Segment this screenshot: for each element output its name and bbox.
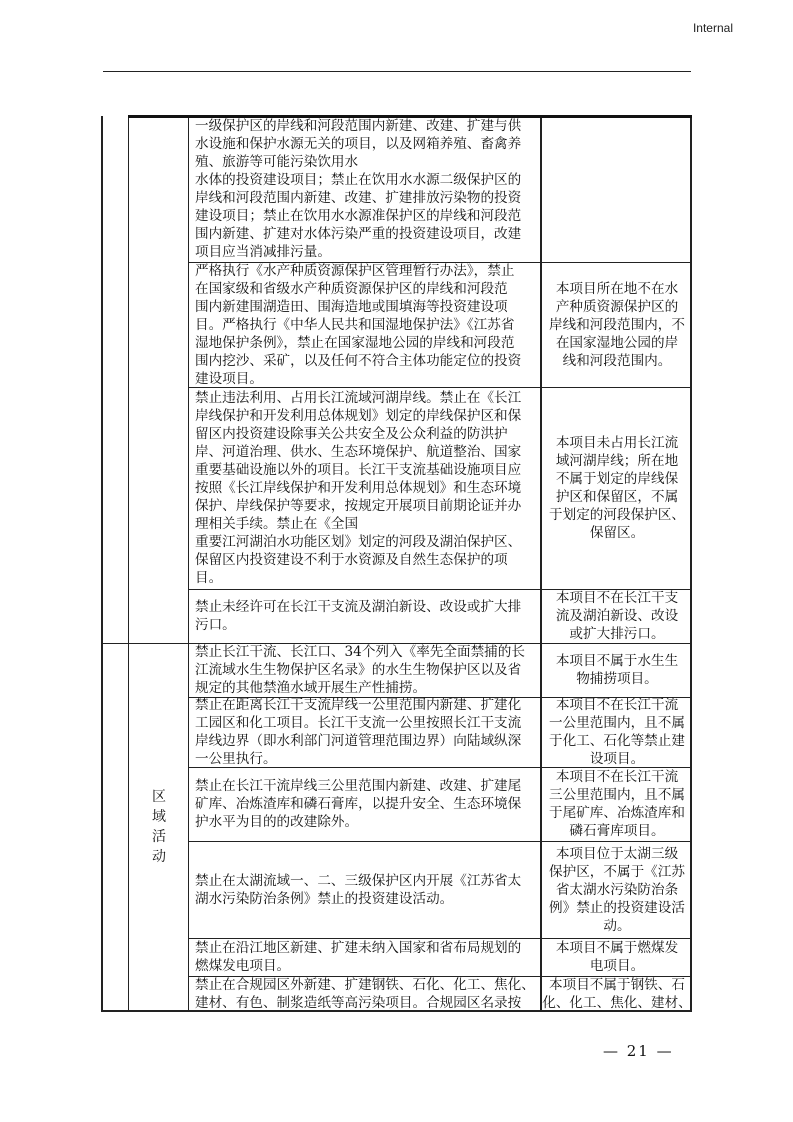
analysis-cell (542, 262, 692, 387)
requirement-text: 禁止未经许可在长江干支流及湖泊新设、改设或扩大排 污口。 (195, 599, 522, 633)
analysis-cell (542, 767, 692, 841)
requirement-cell (190, 643, 540, 697)
compliance-table (101, 116, 692, 1012)
table-top-border (128, 115, 692, 118)
requirement-text: 禁止在长江干流岸线三公里范围内新建、改建、扩建尾 矿库、冶炼渣库和磷石膏库，以提升安全、生态环境保 护水平为目的的改建除外。 (195, 778, 522, 830)
requirement-text: 禁止在距离长江干支流岸线一公里范围内新建、扩建化 工园区和化工项目。长江干支流一公里按照长江干支流 岸线边界（即水利部门河道管理范围边界）向陆域纵深 一公里执行。 (195, 697, 522, 767)
analysis-cell (542, 116, 692, 262)
analysis-text: 本项目不属于燃煤发 电项目。 (555, 940, 679, 974)
requirement-text: 禁止违法利用、占用长江流域河湖岸线。禁止在《长江 岸线保护和开发利用总体规划》划定的岸线保护区和保 留区内投资建设除事关公共安全及公众利益的防洪护 岸、河道治理、供水、生态环境保护、航道整治、国家 重要基础设施以外的项目。长江干支流基础设施项目应 按照《长江岸线保护和开发利用总体规划》和生态环境 保护、岸线保护等要求，按规定开展项目前期论证并办 理相关手续。禁止在《全国 重要江河湖泊水功能区划》划定的河段及湖泊保护区、 保留区内投资建设不利于水资源及自然生态保护的项 目。 (195, 390, 522, 586)
requirement-text: 禁止在沿江地区新建、扩建未纳入国家和省布局规划的 燃煤发电项目。 (195, 940, 522, 974)
page-number: — 21 — (603, 1042, 674, 1060)
requirement-text: 严格执行《水产种质资源保护区管理暂行办法》，禁止 在国家级和省级水产种质资源保护区的岸线和河段范 围内新建围湖造田、围海造地或围填海等投资建设项 目。严格执行《中华人民共和国湿地保护法》《江苏省 湿地保护条例》，禁止在国家湿地公园的岸线和河段范 围内挖沙、采矿，以及任何不符合主体功能定位的投资 建设项目。 (195, 262, 522, 387)
analysis-text: 本项目位于太湖三级 保护区，不属于《江苏 省太湖水污染防治条 例》禁止的投资建设活 动。 (549, 845, 685, 934)
column-divider (188, 116, 189, 1010)
analysis-text: 本项目不在长江干支 流及湖泊新设、改设 或扩大排污口。 (555, 590, 679, 642)
analysis-cell (542, 697, 692, 767)
requirement-text: 一级保护区的岸线和河段范围内新建、改建、扩建与供 水设施和保护水源无关的项目，以及网箱养殖、畜禽养 殖、旅游等可能污染饮用水 水体的投资建设项目；禁止在饮用水水源二级保护区的 岸线和河段范围内新建、改建、扩建排放污染物的投资 建设项目；禁止在饮用水水源准保护区的岸线和河段范 围内新建、扩建对水体污染严重的投资建设项目，改建 项目应当消减排污量。 (195, 118, 522, 260)
analysis-cell (542, 938, 692, 976)
analysis-text: 本项目不属于钢铁、石 化、化工、焦化、建材、 (542, 977, 692, 1011)
requirement-cell (190, 841, 540, 938)
column-divider (128, 116, 129, 1010)
analysis-text: 本项目所在地不在水 产种质资源保护区的 岸线和河段范围内，不 在国家湿地公园的岸 线和河段范围内。 (549, 280, 685, 369)
requirement-cell (190, 938, 540, 976)
requirement-text: 禁止在太湖流域一、二、三级保护区内开展《江苏省太 湖水污染防治条例》禁止的投资建设活动。 (195, 872, 522, 907)
requirement-cell (190, 262, 540, 387)
requirement-text: 禁止在合规园区外新建、扩建钢铁、石化、化工、焦化、 建材、有色、制浆造纸等高污染项目。合规园区名录按 (195, 977, 535, 1011)
requirement-cell (190, 589, 540, 643)
analysis-text: 本项目不在长江干流 一公里范围内，且不属 于化工、石化等禁止建 设项目。 (549, 697, 685, 767)
requirement-cell (190, 387, 540, 589)
analysis-text: 本项目未占用长江流 域河湖岸线；所在地 不属于划定的岸线保 护区和保留区，不属 于划定的河段保护区、 保留区。 (549, 435, 685, 541)
header-divider (103, 71, 691, 72)
requirement-cell (190, 116, 540, 262)
analysis-cell (542, 643, 692, 697)
analysis-text: 本项目不在长江干流 三公里范围内，且不属 于尾矿库、冶炼渣库和 磷石膏库项目。 (549, 769, 685, 839)
analysis-cell (542, 841, 692, 938)
analysis-cell (542, 387, 692, 589)
requirement-text: 禁止长江干流、长江口、34个列入《率先全面禁捕的长 江流域水生生物保护区名录》的水生生物保护区以及省 规定的其他禁渔水域开展生产性捕捞。 (195, 644, 525, 696)
analysis-cell (542, 976, 692, 1012)
analysis-text: 本项目不属于水生生 物捕捞项目。 (555, 653, 679, 687)
region-activity-label: 区 域 活 动 (130, 643, 188, 1010)
requirement-cell (190, 976, 540, 1012)
analysis-cell (542, 589, 692, 643)
requirement-cell (190, 767, 540, 841)
requirement-cell (190, 697, 540, 767)
classification-label: Internal (692, 21, 733, 35)
